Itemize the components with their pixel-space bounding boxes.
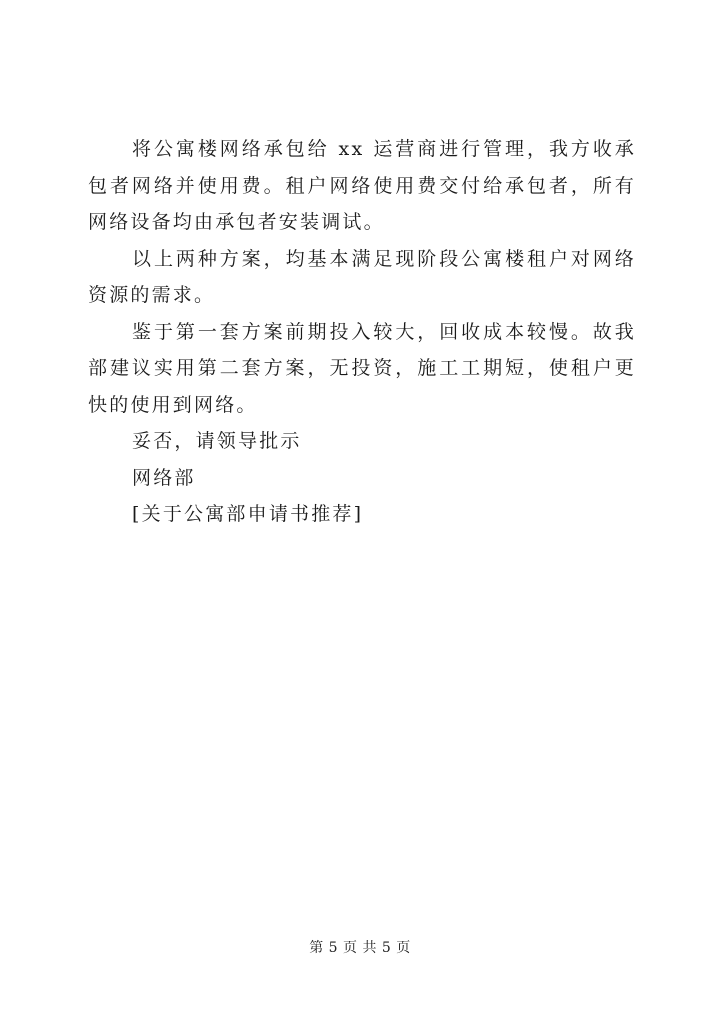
paragraph-network-contract: 将公寓楼网络承包给 xx 运营商进行管理，我方收承包者网络并使用费。租户网络使用费交付给承包者，所有网络设备均由承包者安装调试。 bbox=[88, 138, 636, 233]
closing-request: 妥否，请领导批示 bbox=[132, 430, 302, 452]
page-footer: 第 5 页 共 5 页 bbox=[309, 940, 411, 956]
signature-department: 网络部 bbox=[132, 466, 196, 489]
paragraph-recommendation: 鉴于第一套方案前期投入较大，回收成本较慢。故我部建议实用第二套方案，无投资，施工工期短，使租户更快的使用到网络。 bbox=[88, 320, 636, 416]
related-article-link[interactable]: [关于公寓部申请书推荐] bbox=[132, 503, 364, 525]
paragraph-summary: 以上两种方案，均基本满足现阶段公寓楼租户对网络资源的需求。 bbox=[88, 247, 636, 306]
document-body bbox=[88, 131, 636, 533]
